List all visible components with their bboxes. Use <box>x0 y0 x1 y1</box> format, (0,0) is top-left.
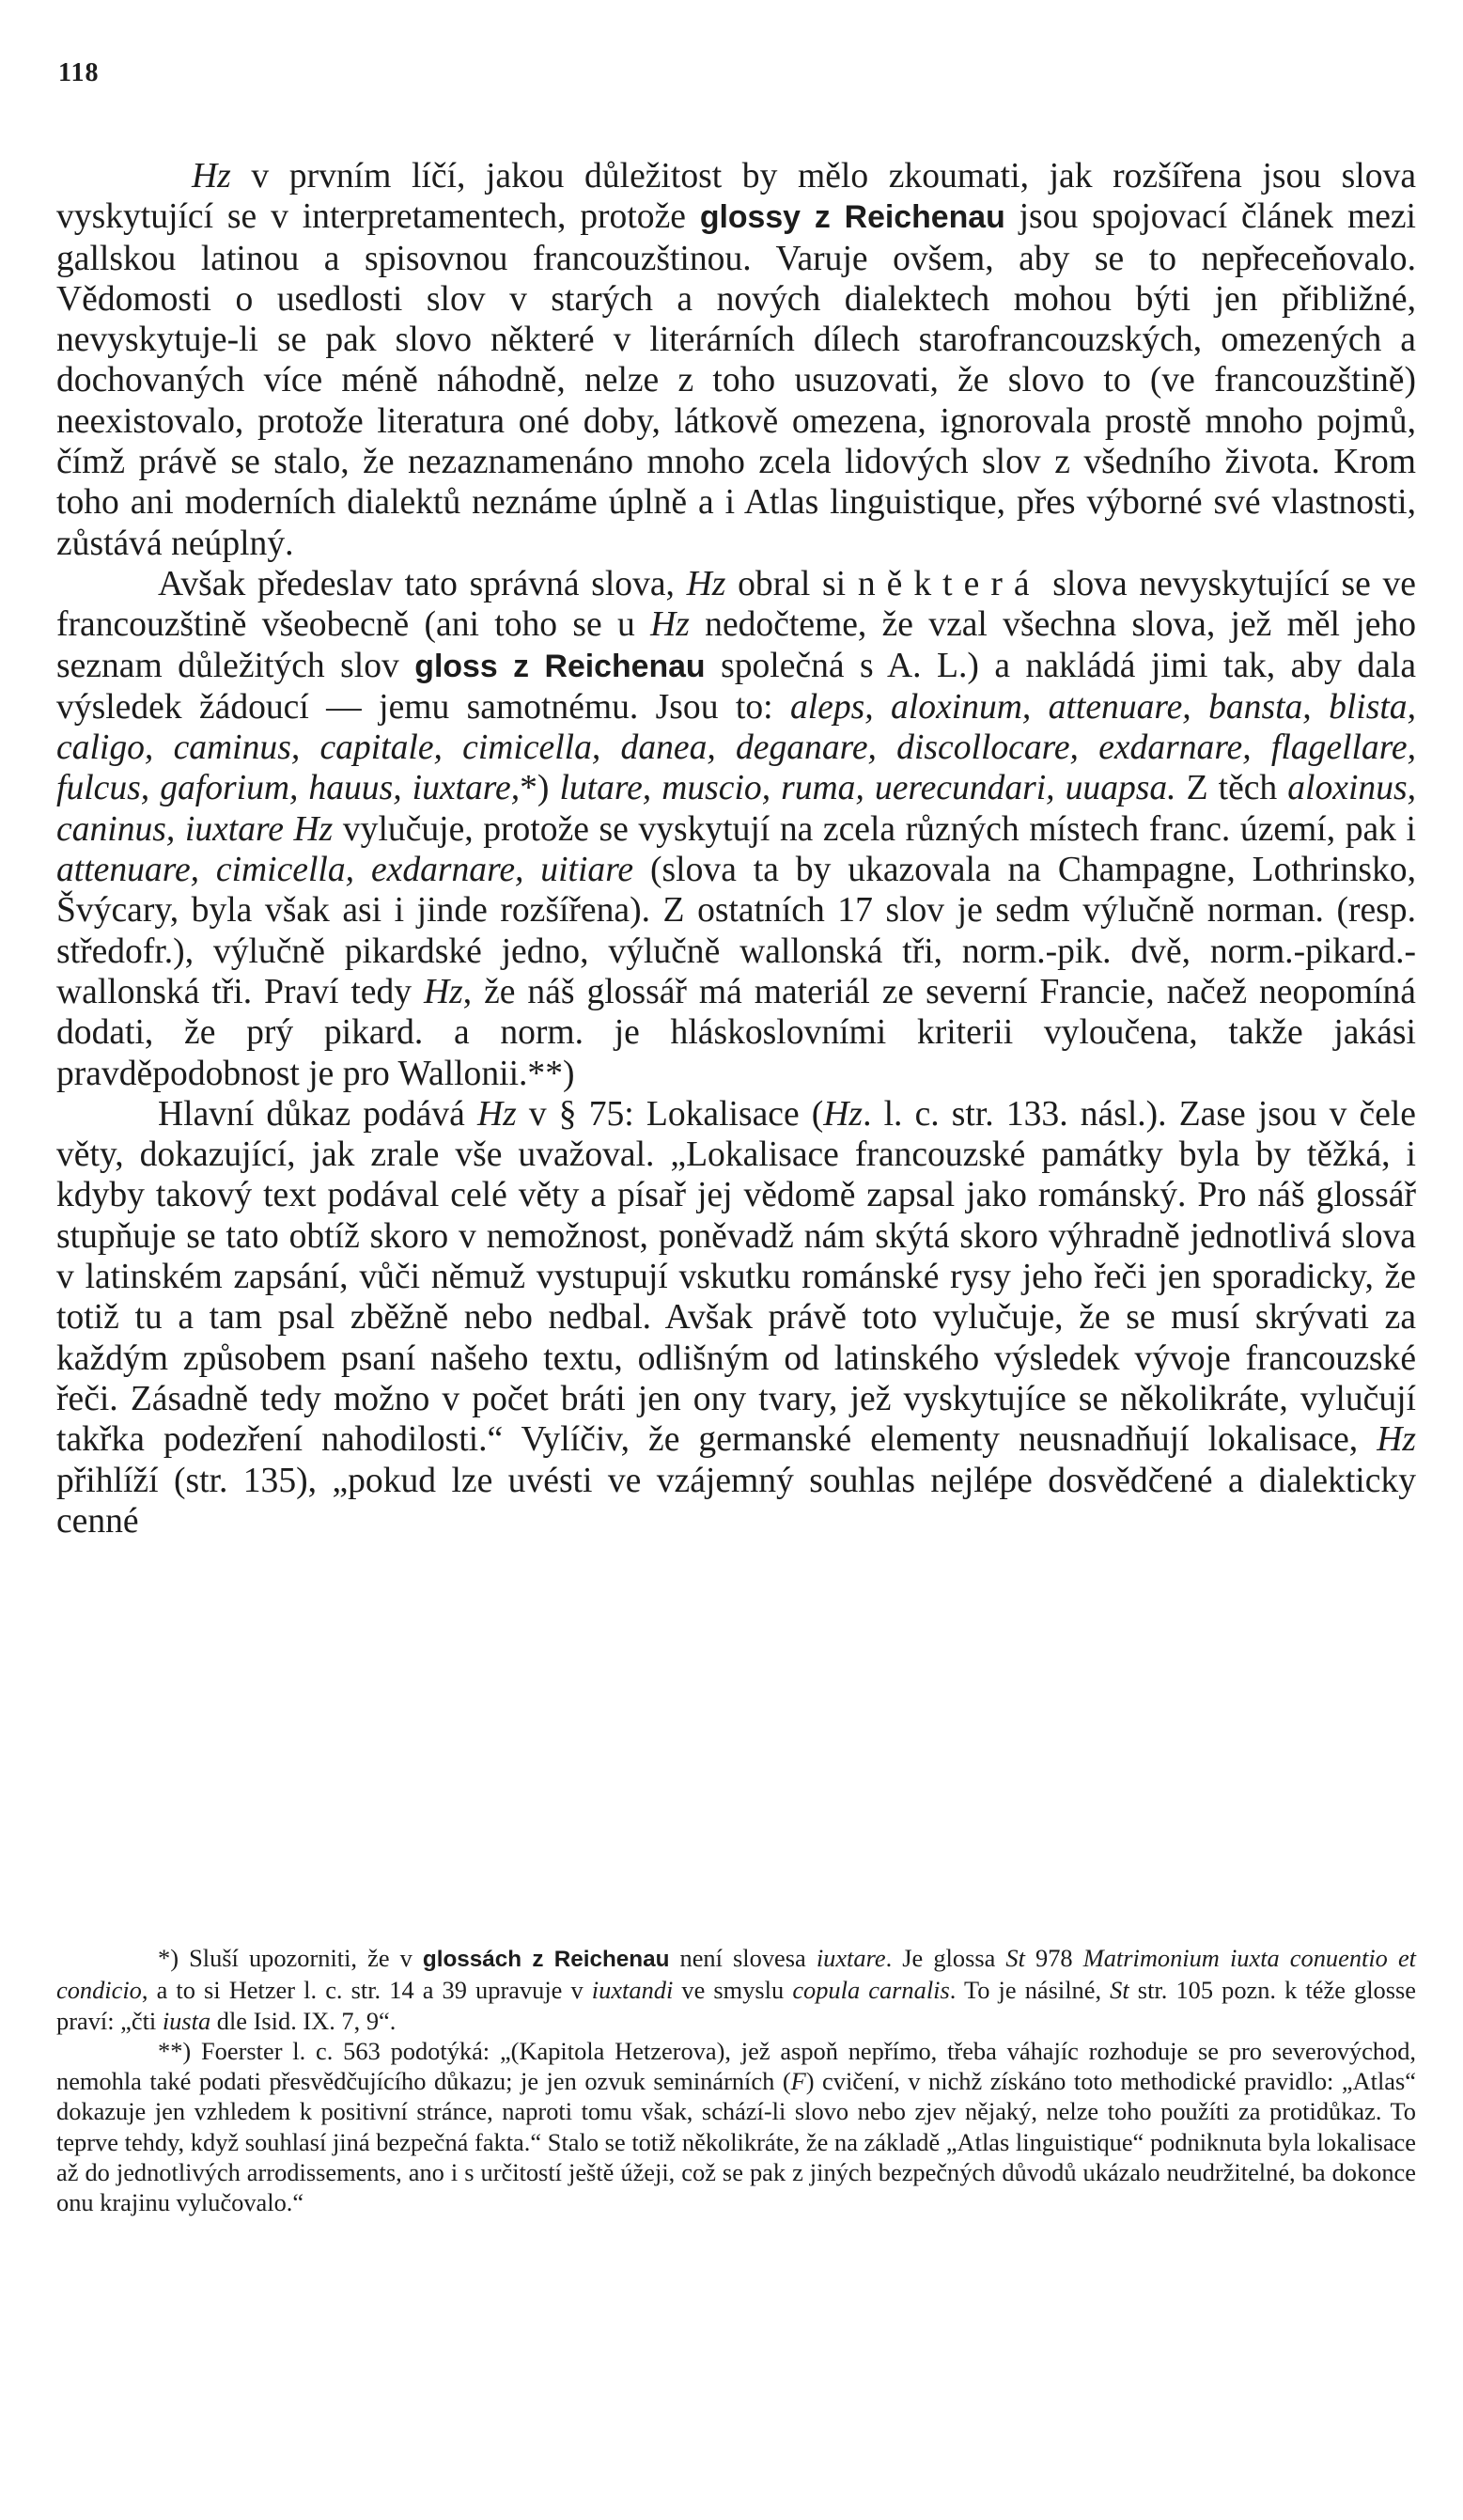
text-run: obral si <box>725 564 858 603</box>
text-run: *) <box>520 769 560 808</box>
text-run: vylučuje, protože se vyskytují na zcela různých místech franc. území, pak i <box>333 809 1416 849</box>
italic-term: iuxtare <box>816 1944 886 1972</box>
italic-term: F <box>790 2067 806 2096</box>
italic-term: copula carnalis <box>792 1976 950 2005</box>
italic-term: Hz <box>823 1094 864 1134</box>
text-run: , a to si Hetzer l. c. str. 14 a 39 upravuje v <box>141 1976 592 2005</box>
italic-term: iusta <box>162 2006 211 2035</box>
gloss-title: gloss z Reichenau <box>414 648 706 684</box>
page-number: 118 <box>58 58 100 87</box>
italic-term: St <box>1110 1976 1129 2005</box>
gloss-title: glossy z Reichenau <box>699 199 1005 236</box>
text-run: . l. c. str. 133. násl.). Zase jsou v čele věty, dokazující, jak zrale vše uvažoval. „Lokalisace francouzské památky byla by těžká, i kdyby takový text podával celé věty a písař jej vědomě zapsal jako románský. Pro náš glossář stupňuje se tato obtíž skoro v nemožnost, poněvadž nám skýtá skoro výhradně jednotlivá slova v latinském zapsání, vůči němuž vystupují vskutku románské rysy jeho řeči jen sporadicky, že totiž tu a tam psal zběžně nebo nedbal. Avšak právě toto vylučuje, že se musí skrývati za každým způsobem psaní našeho textu, odlišným od latinského výsledek vývoje francouzské řeči. Zásadně tedy možno v počet bráti jen ony tvary, jež vyskytujíce se několikráte, vylučují takřka podezření nahodilosti.“ Vylíčiv, že germanské elementy neusnadňují lokalisace, <box>56 1094 1416 1460</box>
text-run: ve smyslu <box>673 1976 793 2005</box>
text-run: Z těch <box>1175 769 1288 808</box>
gloss-title: glossách z Reichenau <box>422 1947 670 1972</box>
italic-term: lutare, muscio, ruma, uerecundari, uuapsa. <box>559 769 1176 808</box>
text-run: str. 105 pozn. k téže glosse praví: „čti <box>56 1976 1416 2035</box>
text-run: **) Foerster l. c. 563 podotýká: „(Kapitola Hetzerova), jež aspoň nepřímo, třeba váhajíc rozhoduje se pro severovýchod, nemohla také podati přesvědčujícího důkazu; je jen ozvuk seminárních ( <box>56 2036 1416 2096</box>
text-run: . Je glossa <box>885 1944 1006 1972</box>
paragraph-2 <box>56 564 1416 1094</box>
text-run: Hlavní důkaz podává <box>158 1094 477 1134</box>
italic-term: aleps, aloxinum, attenuare, bansta, blista, caligo, caminus, capitale, cimicella, danea, deganare, discollocare, exdarnare, flagellare, fulcus, gaforium, hauus, iuxtare, <box>56 687 1416 808</box>
footnote-2 <box>56 2036 1416 2218</box>
italic-term: Hz <box>423 972 463 1011</box>
paragraph-3 <box>56 1094 1416 1542</box>
text-run: slova nevyskytující se ve francouzštině všeobecně (ani toho se u <box>56 564 1416 645</box>
italic-term: Hz <box>686 564 726 603</box>
text-run: *) Sluší upozorniti, že v <box>158 1944 423 1972</box>
text-run: v § 75: Lokalisace ( <box>516 1094 824 1134</box>
text-run: . To je násilné, <box>949 1976 1111 2005</box>
italic-term: Matrimonium iuxta conuentio et condicio <box>56 1944 1417 2005</box>
text-run: Avšak předeslav tato správná slova, <box>158 564 687 603</box>
text-run: společná s A. L.) a nakládá jimi tak, aby dala výsledek žádoucí — jemu samotnému. Jsou to: <box>56 646 1416 727</box>
text-run: (slova ta by ukazovala na Champagne, Lothrinsko, Švýcary, byla však asi i jinde rozšířena). Z ostatních 17 slov je sedm výlučně norman. (resp. středofr.), výlučně pikardské jedno, výlučně wallonská tři, norm.-pik. dvě, norm.-pikard.-wallonská tři. Praví tedy <box>56 851 1416 1011</box>
text-run: jsou spojovací článek mezi gallskou latinou a spisovnou francouzštinou. Varuje ovšem, aby se to nepřeceňovalo. Vědomosti o usedlosti slov v starých a nových dialektech mohou býti jen přibližné, nevyskytuje-li se pak slovo některé v literárních dílech starofrancouzských, omezených a dochovaných více méně náhodně, nelze z toho usuzovati, že slovo to (ve francouzštině) neexistovalo, protože literatura oné doby, látkově omezena, ignorovala prostě mnoho pojmů, čímž právě se stalo, že nezaznamenáno mnoho zcela lidových slov z všedního života. Krom toho ani moderních dialektů neznáme úplně a i Atlas linguistique, přes výborné své vlastnosti, zůstává neúplný. <box>56 197 1416 563</box>
text-run: přihlíží (str. 135), „pokud lze uvésti ve vzájemný souhlas nejlépe dosvědčené a dialekticky cenné <box>56 1461 1416 1541</box>
italic-term: aloxinus, caninus, iuxtare Hz <box>56 769 1417 849</box>
text-run: ) cvičení, v nichž získáno toto methodické pravidlo: „Atlas“ dokazuje jen vzhledem k positivní stránce, naproti tomu však, schází-li slovo nebo zjev nějaký, nelze toho použíti za protidůkaz. To teprve tehdy, když souhlasí jiná bezpečná fakta.“ Stalo se totiž několikráte, že na základě „Atlas linguistique“ podniknuta byla lokalisace až do jednotlivých arrodissements, ano i s určitostí ještě úžeji, což se pak z jiných bezpečných důvodů ukázalo neudržitelné, ba dokonce onu krajinu vylučovalo.“ <box>56 2067 1416 2217</box>
footnotes <box>56 1943 1416 2218</box>
italic-term: Hz <box>192 157 231 196</box>
italic-term: Hz <box>1377 1420 1416 1460</box>
spaced-emphasis: některá <box>857 564 1041 603</box>
italic-term: St <box>1005 1944 1025 1972</box>
main-text <box>56 156 1416 1542</box>
text-run: nedočteme, že vzal všechna slova, jež měl jeho seznam důležitých slov <box>56 605 1416 685</box>
footnote-1 <box>56 1943 1416 2036</box>
italic-term: iuxtandi <box>591 1976 674 2005</box>
text-run: dle Isid. IX. 7, 9“. <box>210 2006 397 2035</box>
text-run: 978 <box>1024 1944 1083 1972</box>
italic-term: attenuare, cimicella, exdarnare, uitiare <box>56 851 634 890</box>
italic-term: Hz <box>650 605 690 645</box>
paragraph-1 <box>56 156 1416 564</box>
italic-term: Hz <box>476 1094 517 1134</box>
text-run: není slovesa <box>669 1944 817 1972</box>
text-run: , že náš glossář má materiál ze severní Francie, načež neopomíná dodati, že prý pikard. a norm. je hláskoslovními kriterii vyloučena, takže jakási pravděpodobnost je pro Wallonii.**) <box>56 972 1416 1093</box>
text-run: v prvním líčí, jakou důležitost by mělo zkoumati, jak rozšířena jsou slova vyskytující se v interpretamentech, protože <box>56 157 1416 237</box>
